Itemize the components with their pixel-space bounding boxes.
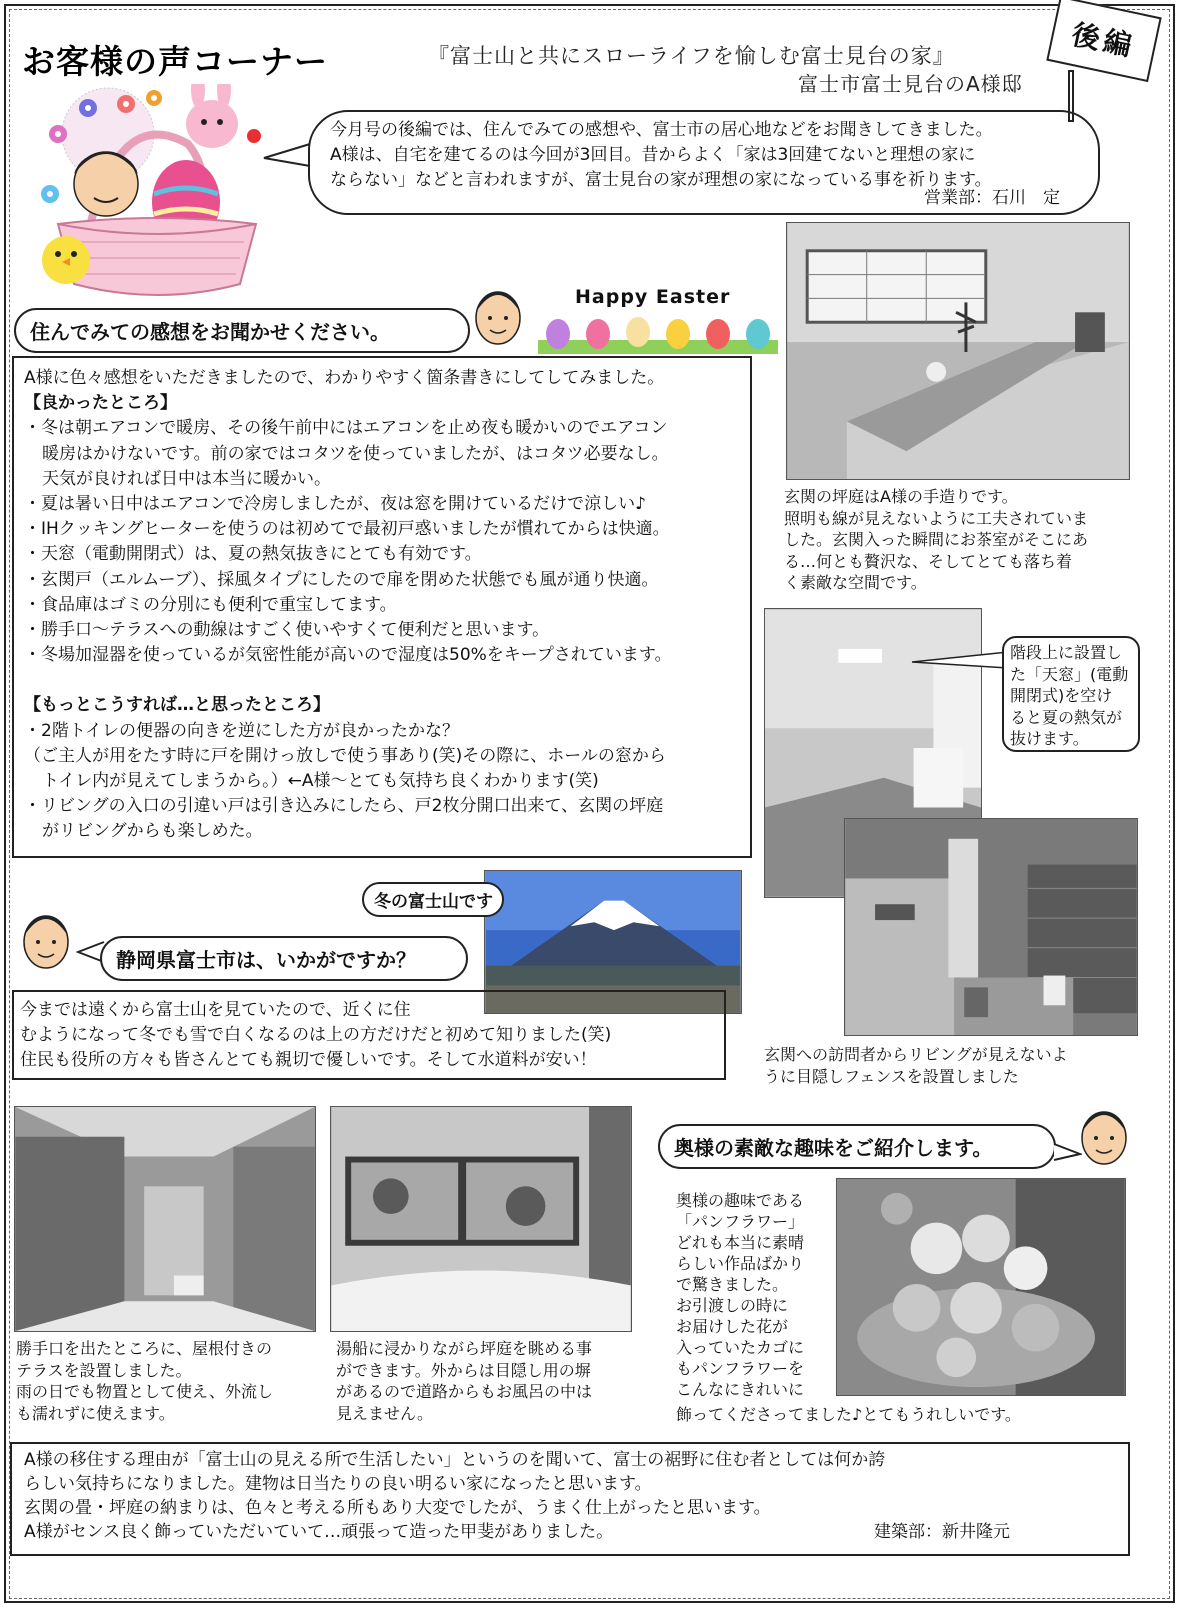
- happy-easter-label: Happy Easter: [575, 286, 731, 308]
- impression-spacer: [24, 668, 740, 693]
- impression-line: ・玄関戸（エルムーブ）、採風タイプにしたので扉を閉めた状態でも風が通り快適。: [24, 569, 659, 590]
- intro-speech-bubble: [308, 110, 1100, 215]
- impression-line: ・IHクッキングヒーターを使うのは初めてで最初戸惑いましたが慣れてからは快適。: [24, 519, 670, 540]
- closing-comment-box: [10, 1442, 1130, 1556]
- terrace-photo: [14, 1106, 316, 1332]
- story-title: 『富士山と共にスローライフを愉しむ富士見台の家』: [428, 44, 955, 68]
- story-subtitle: 富士市富士見台のA様邸: [798, 72, 1023, 96]
- hobby-text: 奥様の趣味である 「パンフラワー」 どれも本当に素晴 らしい作品ばかり で驚きました。 お引渡しの時に お届けした花が 入っていたカゴに もパンフラワーを こんなにきれいに: [676, 1191, 805, 1399]
- fuji-city-box: [12, 990, 726, 1080]
- impression-line: ・勝手口～テラスへの動線はすごく使いやすくて便利だと思います。: [24, 620, 550, 641]
- skylight-callout-tail: [910, 648, 1010, 672]
- fence-caption: 玄関への訪問者からリビングが見えないよ うに目隠しフェンスを設置しました: [764, 1045, 1068, 1086]
- fuji-city-line: 今までは遠くから富士山を見ていたので、近くに住: [20, 1000, 411, 1020]
- closing-signature: 建築部：新井隆元: [874, 1522, 1010, 1542]
- impression-line: ・天窓（電動開閉式）は、夏の熱気抜きにとても有効です。: [24, 544, 482, 565]
- impression-line: ・冬は朝エアコンで暖房、その後午前中にはエアコンを止め夜も暖かいのでエアコン: [24, 418, 668, 439]
- closing-line: らしい気持ちになりました。建物は日当たりの良い明るい家になったと思います。: [24, 1474, 652, 1494]
- impression-line: ・食品庫はゴミの分別にも便利で重宝してます。: [24, 594, 397, 615]
- corner-title: お客様の声コーナー: [22, 42, 328, 81]
- entrance-garden-photo: [786, 222, 1130, 480]
- impression-line: ・冬場加湿器を使っているが気密性能が高いので湿度は50%をキープされています。: [24, 645, 672, 666]
- impression-heading-good: 【良かったところ】: [24, 393, 177, 414]
- impression-line: 暖房はかけないです。前の家ではコタツを使っていましたが、はコタツ必要なし。: [42, 443, 669, 464]
- closing-line: A様の移住する理由が「富士山の見える所で生活したい」というのを聞いて、富士の裾野に住む者としては何か誇: [24, 1450, 886, 1470]
- impressions-box: [12, 356, 752, 858]
- entrance-fence-photo: [844, 818, 1138, 1036]
- intro-line: ならない」などと言われますが、富士見台の家が理想の家になっている事を祈ります。: [330, 170, 992, 190]
- closing-line: 玄関の畳・坪庭の納まりは、色々と考える所もあり大変でしたが、うまく仕上がったと思います。: [24, 1498, 771, 1518]
- impression-line: A様に色々感想をいただきましたので、わかりやすく箇条書きにしてしてみました。: [24, 368, 665, 388]
- closing-line: A様がセンス良く飾っていただいていて…頑張って造った甲斐がありました。: [24, 1522, 614, 1542]
- intro-line: A様は、自宅を建てるのは今回が3回目。昔からよく「家は3回建てないと理想の家に: [330, 145, 976, 165]
- staff-face-icon: [470, 282, 526, 346]
- section1-heading: 住んでみての感想をお聞かせください。: [14, 308, 470, 353]
- fuji-label-bubble: 冬の富士山です: [362, 882, 504, 917]
- impression-line: ・リビングの入口の引違い戸は引き込みにしたら、戸2枚分開口出来て、玄関の坪庭: [24, 796, 664, 817]
- pan-flower-photo: [836, 1178, 1126, 1396]
- impression-line: ・夏は暑い日中はエアコンで冷房しましたが、夜は窓を開けているだけで涼しい♪: [24, 494, 646, 515]
- entrance-garden-caption: 玄関の坪庭はA様の手造りです。 照明も線が見えないように工夫されていま した。玄関入った瞬間にお茶室がそこにあ る…何とも贅沢な、そしてとても落ち着 く素敵な空間です。: [784, 487, 1089, 592]
- impression-line: トイレ内が見えてしまうから。）←A様～とても気持ち良くわかります(笑): [42, 771, 599, 792]
- closing-last-row: [24, 1520, 1116, 1544]
- fuji-city-line: 住民も役所の方々も皆さんとても親切で優しいです。そして水道料が安い！: [20, 1050, 597, 1070]
- impression-line: がリビングからも楽しめた。: [42, 821, 263, 842]
- bath-caption: 湯船に浸かりながら坪庭を眺める事 ができます。外からは目隠し用の塀 があるので道路からもお風呂の中は 見えません。: [336, 1339, 593, 1423]
- terrace-caption: 勝手口を出たところに、屋根付きの テラスを設置しました。 雨の日でも物置として使え、外流し も濡れずに使えます。: [16, 1339, 273, 1423]
- impression-line: 天気が良ければ日中は本当に暖かい。: [42, 468, 331, 489]
- easter-basket-illustration: [28, 84, 288, 309]
- intro-signature: 営業部：石川 定: [924, 188, 1060, 208]
- impression-line: （ご主人が用をたす時に戸を開けっ放しで使う事あり(笑)その際に、ホールの窓から: [24, 745, 666, 766]
- impression-heading-improve: 【もっとこうすれば…と思ったところ】: [24, 695, 330, 716]
- skylight-callout: 階段上に設置し た「天窓」(電動 開閉式)を空け ると夏の熱気が 抜けます。: [1002, 636, 1140, 752]
- impression-line: ・2階トイレの便器の向きを逆にした方が良かったかな？: [24, 720, 459, 741]
- sign-label: 後編: [1068, 17, 1139, 64]
- fuji-city-line: むようになって冬でも雪で白くなるのは上の方だけだと初めて知りました(笑): [20, 1025, 612, 1045]
- intro-speech-tail: [262, 140, 312, 170]
- staff-face-icon: [1076, 1102, 1132, 1166]
- section2-heading: 静岡県富士市は、いかがですか？: [100, 936, 468, 981]
- intro-line: 今月号の後編では、住んでみての感想や、富士市の居心地などをお聞きしてきました。: [330, 120, 993, 140]
- hobby-last-line: 飾ってくださってました♪とてもうれしいです。: [676, 1405, 1021, 1424]
- bathroom-photo: [330, 1106, 632, 1332]
- section3-heading: 奥様の素敵な趣味をご紹介します。: [658, 1124, 1056, 1169]
- staff-face-icon: [18, 906, 74, 970]
- easter-eggs-decoration: [538, 312, 778, 354]
